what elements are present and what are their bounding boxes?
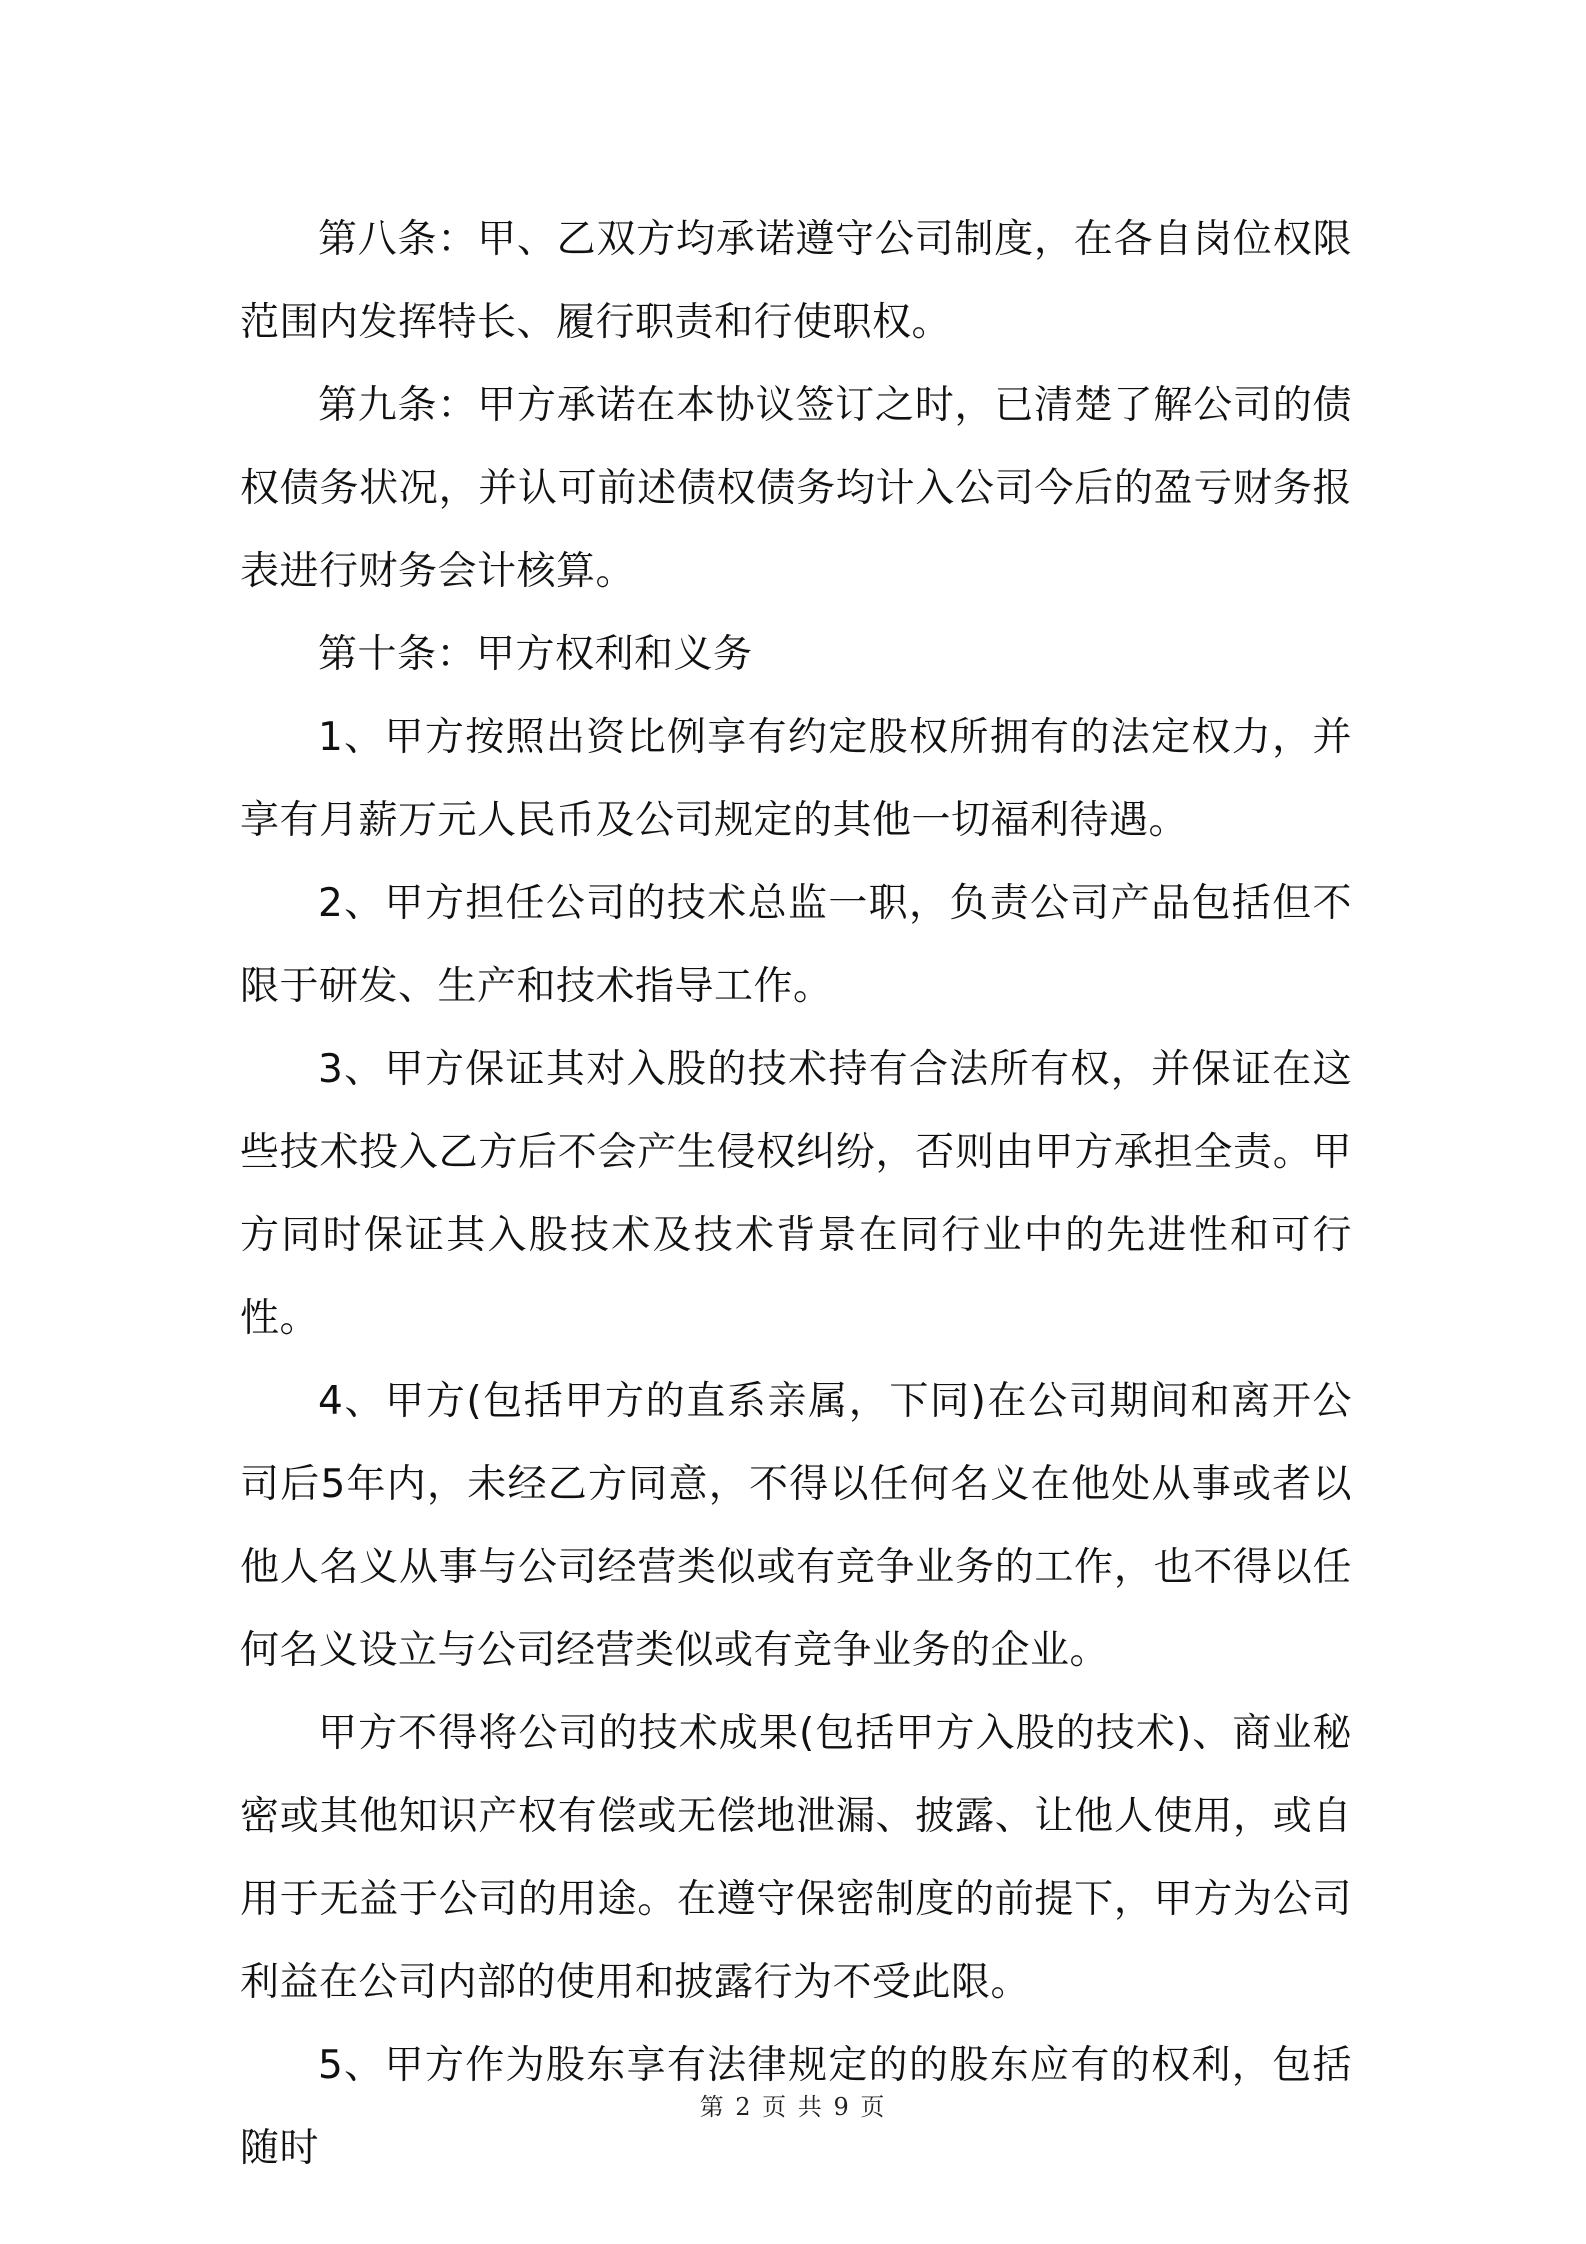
paragraph-confidentiality: 甲方不得将公司的技术成果(包括甲方入股的技术)、商业秘密或其他知识产权有偿或无偿地泄漏、披露、让他人使用，或自用于无益于公司的用途。在遵守保密制度的前提下，甲方为公司利益在公司内部的使用和披露行为不受此限。	[240, 1711, 1352, 2005]
paragraph-article-9: 第九条：甲方承诺在本协议签订之时，已清楚了解公司的债权债务状况，并认可前述债权债务均计入公司今后的盈亏财务报表进行财务会计核算。	[240, 383, 1352, 594]
paragraph-article-10-heading: 第十条：甲方权利和义务	[318, 632, 753, 677]
paragraph-item-2: 2、甲方担任公司的技术总监一职，负责公司产品包括但不限于研发、生产和技术指导工作。	[240, 881, 1352, 1009]
paragraph-item-1: 1、甲方按照出资比例享有约定股权所拥有的法定权力，并享有月薪万元人民币及公司规定的其他一切福利待遇。	[240, 715, 1352, 843]
paragraph-item-4: 4、甲方(包括甲方的直系亲属，下同)在公司期间和离开公司后5年内，未经乙方同意，不得以任何名义在他处从事或者以他人名义从事与公司经营类似或有竞争业务的工作，也不得以任何名义设立与公司经营类似或有竞争业务的企业。	[240, 1379, 1352, 1673]
paragraph-item-5: 5、甲方作为股东享有法律规定的的股东应有的权利，包括随时	[240, 2043, 1352, 2171]
page-number-footer: 第 2 页 共 9 页	[699, 2093, 887, 2121]
paragraph-item-3: 3、甲方保证其对入股的技术持有合法所有权，并保证在这些技术投入乙方后不会产生侵权纠纷，否则由甲方承担全责。甲方同时保证其入股技术及技术背景在同行业中的先进性和可行性。	[240, 1047, 1352, 1341]
paragraph-article-8: 第八条：甲、乙双方均承诺遵守公司制度，在各自岗位权限范围内发挥特长、履行职责和行使职权。	[240, 217, 1352, 345]
document-body	[240, 198, 1352, 2190]
